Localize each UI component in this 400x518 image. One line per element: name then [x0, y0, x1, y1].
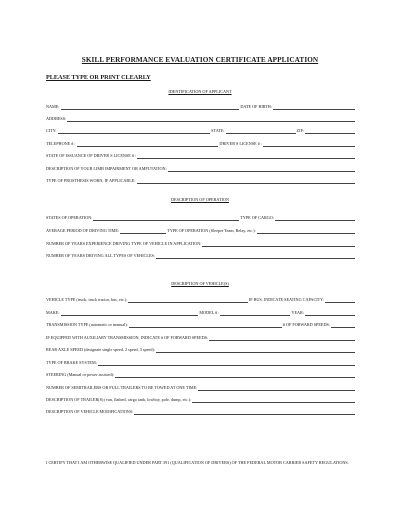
states-operation-field[interactable]	[93, 216, 239, 222]
brake-system-field[interactable]	[98, 361, 355, 367]
prosthesis-row	[46, 178, 356, 184]
section-vehicles: DESCRIPTION OF VEHICLE(S)	[171, 281, 229, 286]
aux-transmission-row	[46, 335, 356, 341]
steering-label: STEERING (Manual or power assisted):	[46, 372, 115, 377]
steering-field[interactable]	[115, 373, 355, 379]
type-cargo-label: TYPE OF CARGO:	[240, 215, 274, 220]
avg-driving-time-field[interactable]	[120, 229, 166, 235]
years-all-label: NUMBER OF YEARS DRIVING ALL TYPES OF VEHICLES:	[46, 253, 156, 258]
form-subtitle: PLEASE TYPE OR PRINT CLEARLY	[46, 74, 151, 81]
years-all-field[interactable]	[156, 254, 355, 260]
model-field[interactable]	[220, 311, 290, 317]
driving-time-row	[46, 228, 356, 234]
driver-license-label: DRIVER S LICENSE # :	[219, 141, 262, 146]
transmission-label: TRANSMISSION TYPE (automatic or manual):	[46, 322, 128, 327]
form-title: SKILL PERFORMANCE EVALUATION CERTIFICATE APPLICATION	[81, 56, 319, 64]
prosthesis-label: TYPE OF PROSTHESIS WORN, IF APPLICABLE:	[46, 178, 136, 183]
type-operation-label: TYPE OF OPERATION (Sleeper Team, Relay, etc.):	[167, 228, 256, 233]
years-all-row	[46, 253, 356, 259]
bus-seating-field[interactable]	[325, 298, 355, 304]
trailer-desc-field[interactable]	[192, 398, 355, 404]
address-row	[46, 116, 356, 122]
telephone-row	[46, 141, 356, 147]
address-label: ADDRESS:	[46, 116, 67, 121]
aux-transmission-field[interactable]	[209, 336, 355, 342]
rear-axle-label: REAR AXLE SPEED (designate single speed, 2 speed, 3 speed):	[46, 347, 155, 352]
type-cargo-field[interactable]	[275, 216, 355, 222]
name-row	[46, 104, 356, 110]
semitrailers-field[interactable]	[198, 386, 355, 392]
driver-license-field[interactable]	[263, 142, 355, 148]
rear-axle-row	[46, 347, 356, 353]
state-field[interactable]	[226, 129, 296, 135]
zip-field[interactable]	[305, 129, 355, 135]
name-field[interactable]	[61, 105, 240, 111]
rear-axle-field[interactable]	[156, 348, 355, 354]
model-label: MODEL # :	[199, 310, 220, 315]
name-label: NAME:	[46, 104, 60, 109]
year-field[interactable]	[305, 311, 355, 317]
avg-driving-time-label: AVERAGE PERIOD OF DRIVING TIME:	[46, 228, 120, 233]
city-row	[46, 128, 356, 134]
years-experience-field[interactable]	[202, 242, 355, 248]
vehicle-mods-label: DESCRIPTION OF VEHICLE MODIFICATIONS:	[46, 409, 134, 414]
vehicle-mods-row	[46, 409, 356, 415]
certification-statement: I CERTIFY THAT I AM OTHERWISE QUALIFIED UNDER PART 391 (QUALIFICATION OF DRIVERS) OF THE FEDERAL MOTOR CARRIER SAFETY REGULATIONS.	[46, 460, 349, 465]
section-operation: DESCRIPTION OF OPERATION	[171, 197, 229, 202]
zip-label: ZIP:	[296, 128, 304, 133]
trailer-desc-label: DESCRIPTION OF TRAILER(S) (van, flatbed, cargo tank, lowboy, pole, dump, etc.):	[46, 397, 192, 402]
type-operation-field[interactable]	[257, 229, 355, 235]
limb-impairment-row	[46, 166, 356, 172]
states-operation-label: STATES OF OPERATION:	[46, 215, 93, 220]
aux-transmission-label: IF EQUIPPED WITH AUXILIARY TRANSMISSION, INDICATE # OF FORWARD SPEEDS:	[46, 335, 209, 340]
semitrailers-row	[46, 385, 356, 391]
trailer-desc-row	[46, 397, 356, 403]
vehicle-type-row	[46, 297, 356, 303]
forward-speeds-label: # OF FORWARD SPEEDS:	[282, 322, 330, 327]
semitrailers-label: NUMBER OF SEMITRAILERS OR FULL TRAILERS TO BE TOWED AT ONE TIME:	[46, 385, 198, 390]
telephone-field[interactable]	[77, 142, 219, 148]
limb-impairment-label: DESCRIPTION OF YOUR LIMB IMPAIRMENT OR AMPUTATION:	[46, 166, 167, 171]
transmission-field[interactable]	[129, 323, 282, 329]
forward-speeds-field[interactable]	[331, 323, 355, 329]
states-operation-row	[46, 215, 356, 221]
steering-row	[46, 372, 356, 378]
prosthesis-field[interactable]	[137, 179, 355, 185]
vehicle-type-field[interactable]	[128, 298, 247, 304]
transmission-row	[46, 322, 356, 328]
dob-label: DATE OF BIRTH:	[240, 104, 272, 109]
brake-system-label: TYPE OF BRAKE SYSTEM:	[46, 360, 97, 365]
vehicle-type-label: VEHICLE TYPE (truck, truck tractor, bus, etc.):	[46, 297, 128, 302]
make-row	[46, 310, 356, 316]
address-field[interactable]	[67, 117, 355, 123]
state-issuance-row	[46, 153, 356, 159]
section-identification: IDENTIFICATION OF APPLICANT	[168, 89, 232, 94]
state-issuance-field[interactable]	[137, 154, 355, 160]
make-label: MAKE:	[46, 310, 60, 315]
limb-impairment-field[interactable]	[168, 167, 355, 173]
state-issuance-label: STATE OF ISSUANCE OF DRIVER S LICENSE # :	[46, 153, 137, 158]
years-experience-label: NUMBER OF YEARS EXPERIENCE DRIVING TYPE OF VEHICLE IN APPLICATION:	[46, 241, 202, 246]
telephone-label: TELEPHONE # :	[46, 141, 76, 146]
brake-system-row	[46, 360, 356, 366]
dob-field[interactable]	[273, 105, 355, 111]
make-field[interactable]	[61, 311, 199, 317]
year-label: YEAR:	[291, 310, 304, 315]
vehicle-mods-field[interactable]	[134, 410, 355, 416]
years-experience-row	[46, 241, 356, 247]
bus-seating-label: IF BUS, INDICATE SEATING CAPACITY:	[248, 297, 324, 302]
city-field[interactable]	[58, 129, 211, 135]
city-label: CITY:	[46, 128, 57, 133]
state-label: STATE:	[211, 128, 225, 133]
